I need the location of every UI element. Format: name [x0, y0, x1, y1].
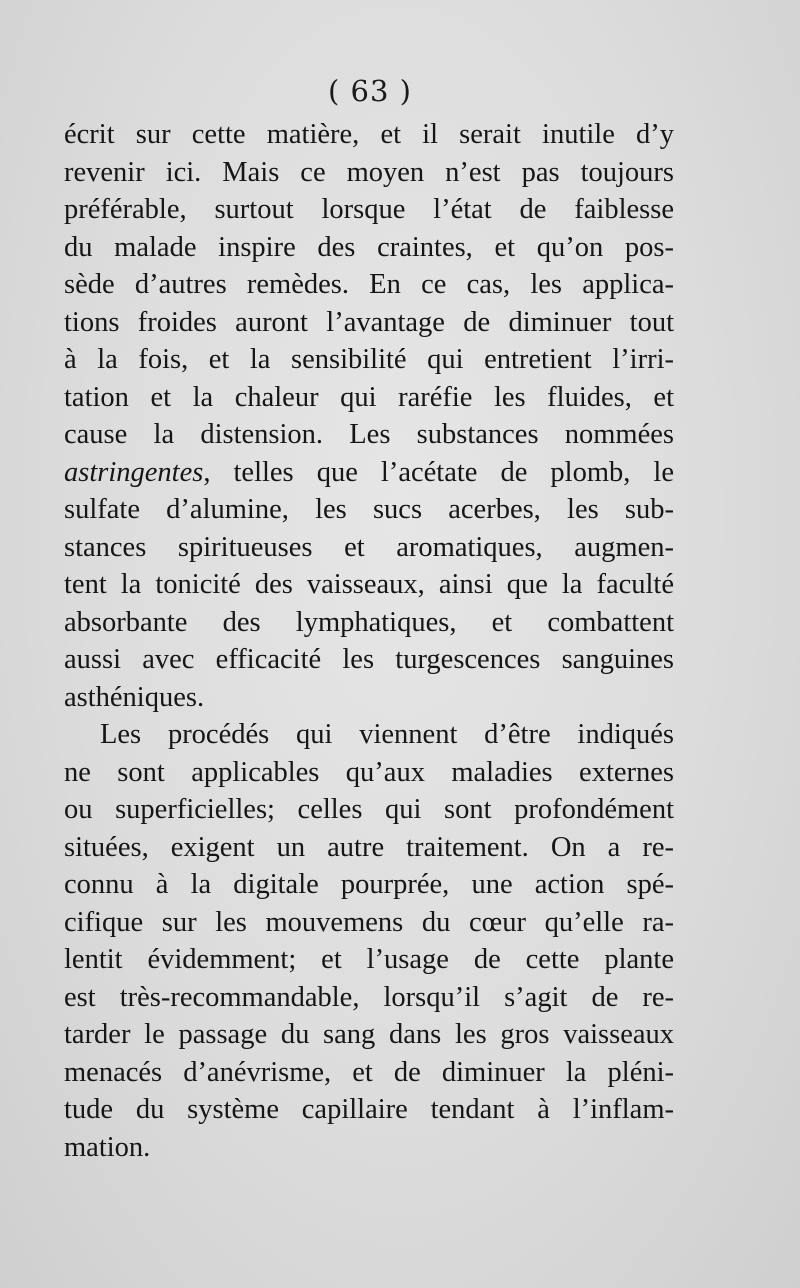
text-line: ou superficielles; celles qui sont profondément	[64, 794, 674, 825]
page-number: ( 63 )	[328, 74, 412, 108]
text-line: situées, exigent un autre traitement. On a re-	[64, 831, 674, 863]
text-line: menacés d’anévrisme, et de diminuer la pléni-	[64, 1056, 674, 1088]
text-line: absorbante des lymphatiques, et combattent	[64, 606, 674, 638]
text-line: tent la tonicité des vaisseaux, ainsi que la faculté	[64, 569, 674, 600]
text-line: tation et la chaleur qui raréfie les fluides, et	[64, 381, 674, 413]
text-line: ne sont applicables qu’aux maladies externes	[64, 756, 674, 788]
text-line: Les procédés qui viennent d’être indiqués	[100, 719, 674, 750]
text-line: lentit évidemment; et l’usage de cette plante	[64, 944, 674, 975]
text-line: aussi avec efficacité les turgescences sanguines	[64, 644, 674, 675]
text-line: cifique sur les mouvemens du cœur qu’elle ra-	[64, 906, 674, 938]
paragraph-2	[64, 716, 674, 1166]
text-line: à la fois, et la sensibilité qui entretient l’irri-	[64, 344, 674, 375]
text-line: stances spiritueuses et aromatiques, augmen-	[64, 531, 674, 563]
text-line: connu à la digitale pourprée, une action spé-	[64, 869, 674, 900]
text-line: tions froides auront l’avantage de diminuer tout	[64, 306, 674, 338]
text-line: du malade inspire des craintes, et qu’on pos-	[64, 231, 674, 263]
text-line: asthéniques.	[64, 681, 205, 713]
body-text	[64, 116, 674, 1166]
text-line: sède d’autres remèdes. En ce cas, les applica-	[64, 269, 674, 300]
italic-term: astringentes	[64, 456, 204, 488]
paragraph-1	[64, 116, 674, 716]
text-line: est très-recommandable, lorsqu’il s’agit de re-	[64, 981, 674, 1013]
text-line: écrit sur cette matière, et il serait inutile d’y	[64, 119, 674, 150]
text-line: mation.	[64, 1131, 151, 1163]
text-line-with-italic: astringentes, telles que l’acétate de plomb, le	[64, 456, 674, 488]
text-line: tarder le passage du sang dans les gros vaisseaux	[64, 1019, 674, 1050]
text-line: revenir ici. Mais ce moyen n’est pas toujours	[64, 156, 674, 188]
text-line: tude du système capillaire tendant à l’inflam-	[64, 1094, 674, 1125]
text-line: préférable, surtout lorsque l’état de faiblesse	[64, 194, 674, 225]
text-line: sulfate d’alumine, les sucs acerbes, les sub-	[64, 494, 674, 525]
text-line: cause la distension. Les substances nommées	[64, 419, 674, 450]
